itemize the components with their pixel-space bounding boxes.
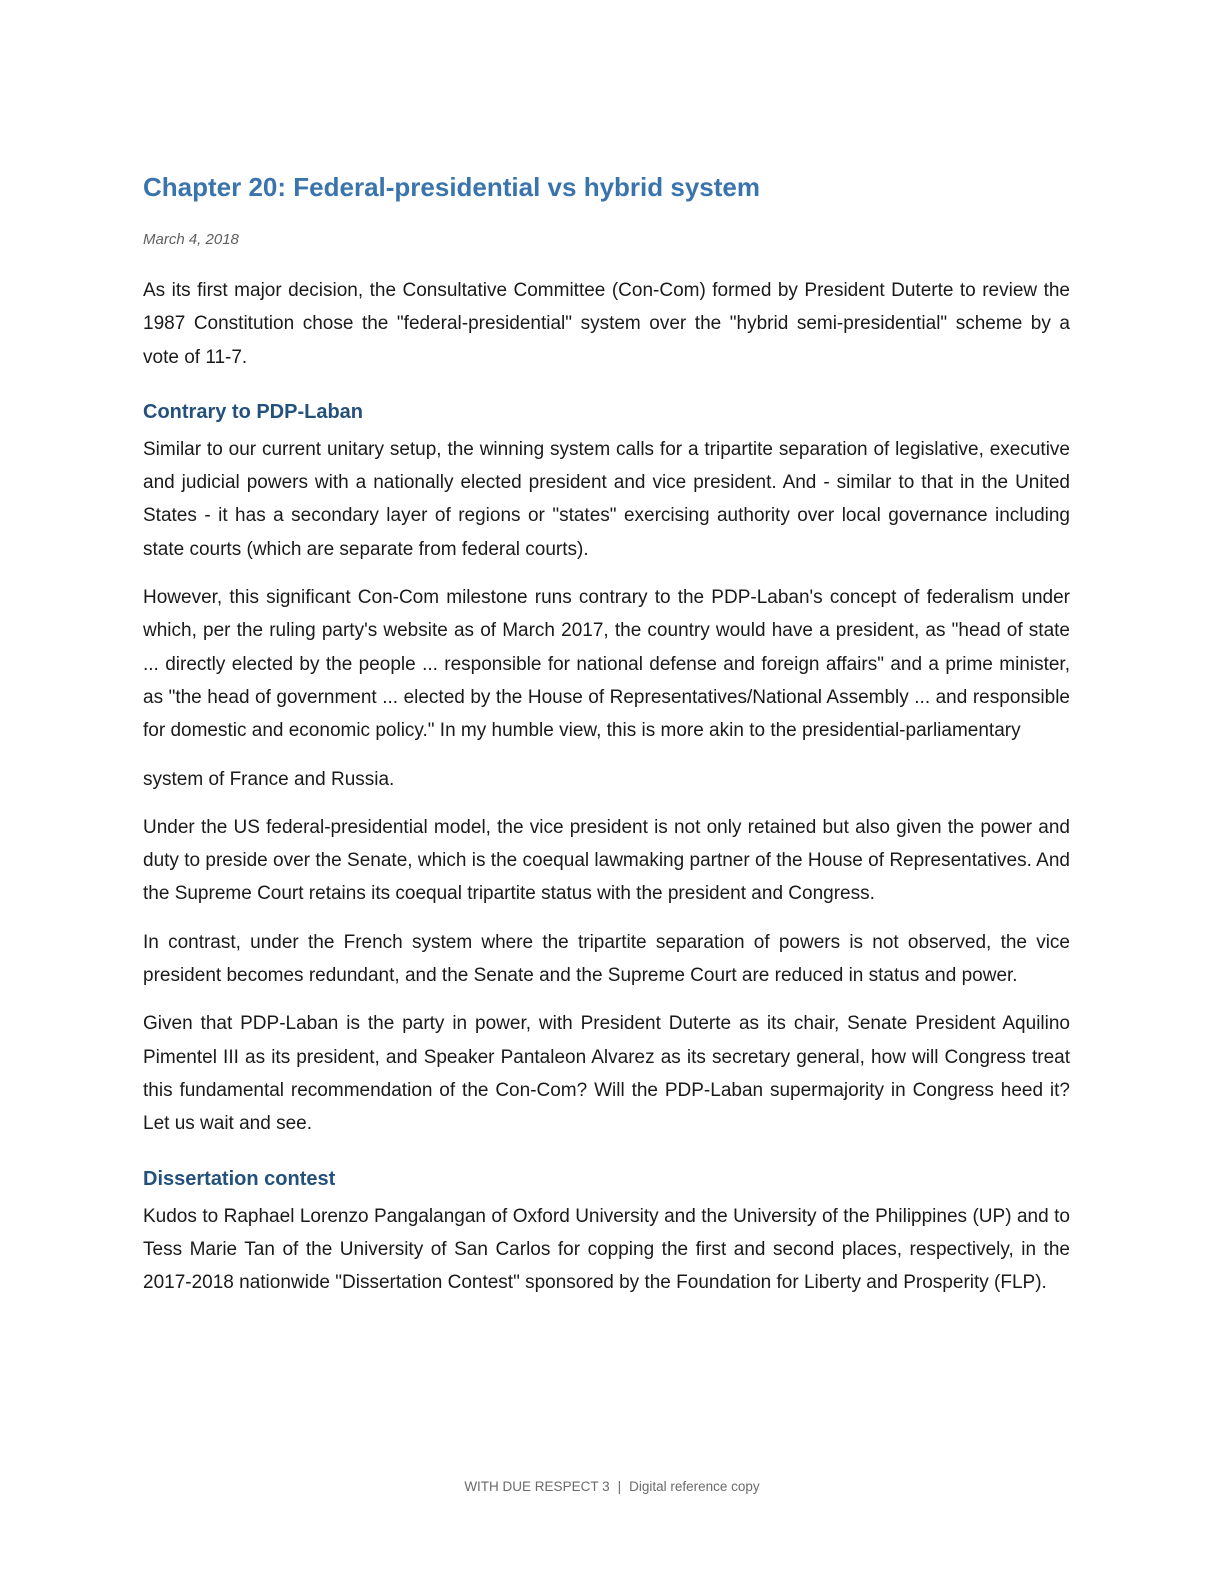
heading-contrary-to-pdp-laban: Contrary to PDP-Laban [143, 400, 364, 423]
footer-separator: | [617, 1479, 622, 1494]
footer-page-label: WITH DUE RESPECT 3 [464, 1479, 610, 1494]
paragraph-us-model: Under the US federal-presidential model, the vice president is not only retained but also given the power and duty to preside over the Senate, which is the coequal lawmaking partner of the House of Representatives. And the Supreme Court retains its coequal tripartite status with the president and Congress. [143, 816, 1070, 905]
paragraph-intro: As its first major decision, the Consultative Committee (Con-Com) formed by President Duterte to review the 1987 Constitution chose the "federal-presidential" system over the "hybrid semi-presidential" scheme by a vote of 11-7. [143, 280, 1070, 368]
paragraph-france-russia: system of France and Russia. [143, 768, 395, 790]
paragraph-party-in-power: Given that PDP-Laban is the party in power, with President Duterte as its chair, Senate President Aquilino Pimentel III as its president, and Speaker Pantaleon Alvarez as its secretary general, how will Congress treat this fundamental recommendation of the Con-Com? Will the PDP-Laban supermajority in Congress heed it? Let us wait and see. [143, 1013, 1070, 1135]
footer-copy-label: Digital reference copy [629, 1479, 760, 1494]
paragraph-french-system: In contrast, under the French system where the tripartite separation of powers is not observed, the vice president becomes redundant, and the Senate and the Supreme Court are reduced in status and power. [143, 931, 1070, 987]
paragraph-winning-system: Similar to our current unitary setup, the winning system calls for a tripartite separation of legislative, executive and judicial powers with a nationally elected president and vice president. And - similar to that in the United States - it has a secondary layer of regions or "states" exercising authority over local governance including state courts (which are separate from federal courts). [143, 438, 1070, 560]
paragraph-pdp-laban-concept: However, this significant Con-Com milestone runs contrary to the PDP-Laban's concept of federalism under which, per the ruling party's website as of March 2017, the country would have a president, as "head of state ... directly elected by the people ... responsible for national defense and foreign affairs" and a prime minister, as "the head of government ... elected by the House of Representatives/National Assembly ... and responsible for domestic and economic policy." In my humble view, this is more akin to the presidential-parliamentary [143, 587, 1070, 742]
article-body [143, 274, 1070, 1314]
publication-date: March 4, 2018 [143, 231, 239, 248]
chapter-title: Chapter 20: Federal-presidential vs hybrid system [143, 172, 760, 202]
page-footer [0, 1479, 1224, 1494]
paragraph-kudos: Kudos to Raphael Lorenzo Pangalangan of Oxford University and the University of the Philippines (UP) and to Tess Marie Tan of the University of San Carlos for copping the first and second places, respectively, in the 2017-2018 nationwide "Dissertation Contest" sponsored by the Foundation for Liberty and Prosperity (FLP). [143, 1205, 1070, 1294]
heading-dissertation-contest: Dissertation contest [143, 1167, 336, 1190]
